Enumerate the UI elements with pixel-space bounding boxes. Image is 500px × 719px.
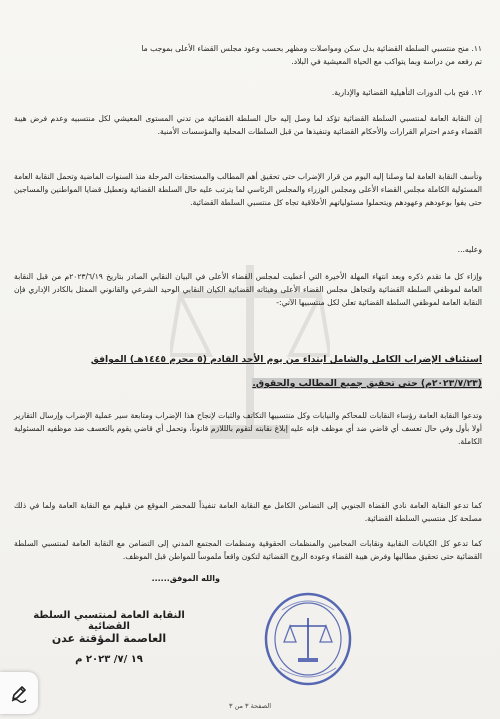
paragraph-announcement: وإزاء كل ما تقدم ذكره وبعد انتهاء المهلة الأخيرة التي أعطيت لمجلس القضاء الأعلى في البيان النقابي الصادر بتاريخ ٢٠٢٣/٦/١٩م من قبل النقابة العامة لموظفي السلطة القضائية ولتجاهل مجلس القضاء الأعلى وهيئاته القضائية الكيان النقابي الوحيد الشرعي والقانوني الممثل بالكادر الإداري فإن النقابة العامة لموظفي السلطة القضائية تعلن لكل منتسبيها الآتي:- [14,272,482,308]
page-number: الصفحة ٣ من ٣ [228,702,272,710]
paragraph-call-civil-society: كما تدعو كل الكيانات النقابية ونقابات المحامين والمنظمات الحقوقية ومنظمات المجتمع المدني إلى التضامن مع النقابة العامة لمنتسبي السلطة القضائية حتى تحقيق مطالبها وفرض هيبة القضاء وعودة الروح القضائية لتكون واقعاً ملموساً للمواطن قبل الموظف. [14,539,482,562]
paragraph-call-unions: وتدعوا النقابة العامة رؤساء النقابات للمحاكم والنيابات وكل منتسبيها التكاتف والثبات لإنجاح هذا الإضراب ومتابعة سير عملية الإضراب وإرسال التقارير أولا بأول وفي حال تعسف أي قاضي ضد أي موظف فإنه عليه إبلاغ نقابته لتقوم بالللازم قانوناً، وتحمل أي قاضي يقوم بالتعسف ضد موظفيه المسئولية الكاملة. [14,411,482,447]
strike-announcement-line2: (٢٠٢٣/٧/٢٣م) حتى تحقيق جميع المطالب والحقوق. [252,378,482,389]
official-seal-stamp [262,590,354,688]
strike-announcement-line1: استئناف الإضراب الكامل والشامل ابتداء من يوم الأحد القادم (٥ محرم ١٤٤٥هـ) الموافق [90,354,482,365]
paragraph-item-12: ١٢. فتح باب الدورات التأهيلية القضائية والإدارية. [331,88,482,97]
paragraph-union-statement: إن النقابة العامة لمنتسبي السلطة القضائية تؤكد لما وصل إليه حال السلطة القضائية من تدني المستوى المعيشي لكل منتسبيه وعدم فرض هيبة القضاء وعدم احترام القرارات والأحكام القضائية وتنفيذها من قبل السلطات المحلية والمؤسسات الأمنية. [14,114,482,137]
signature-organization: النقابة العامة لمنتسبي السلطة القضائية [33,610,185,632]
paragraph-call-judges-club: كما تدعو النقابة العامة نادي القضاة الجنوبي إلى التضامن الكامل مع النقابة العامة تنفيذاً للمحضر الموقع من قبلهم مع النقابة العامة ولما في ذلك مصلحة كل منتسبي السلطة القضائية. [14,501,482,524]
pen-edit-icon [9,683,29,703]
edit-button[interactable] [0,672,38,714]
paragraph-therefore-heading: وعليه... [457,245,482,254]
signature-date: ١٩ /٧/ ٢٠٢٣ م [75,654,143,665]
closing-phrase: والله الموفق...... [151,574,220,583]
signature-city: العاصمة المؤقتة عدن [51,632,167,645]
paragraph-union-regret: وتأسف النقابة العامة لما وصلنا إليه اليوم من قرار الإضراب حتى تحقيق أهم المطالب والمستحقات المرحلة منذ السنوات الماضية وتحمل النقابة العامة المسئولية الكاملة مجلس القضاء الأعلى ومجلس الوزراء والمجلس الرئاسي لما يترتب عليه حال السلطة القضائية وتعطيل قضايا المواطنين والمساجين حتى يفوا بوعودهم وعهودهم ويتحملوا مسئولياتهم الأخلاقية تجاه كل منتسبي السلطة القضائية. [14,172,482,208]
paragraph-item-11: ١١. منح منتسبي السلطة القضائية بدل سكن ومواصلات ومظهر بحسب وعود مجلس القضاء الأعلى بموجب ما تم رفعه من دراسة وبما يتواكب مع الحياة المعيشية في البلاد. [141,44,482,67]
